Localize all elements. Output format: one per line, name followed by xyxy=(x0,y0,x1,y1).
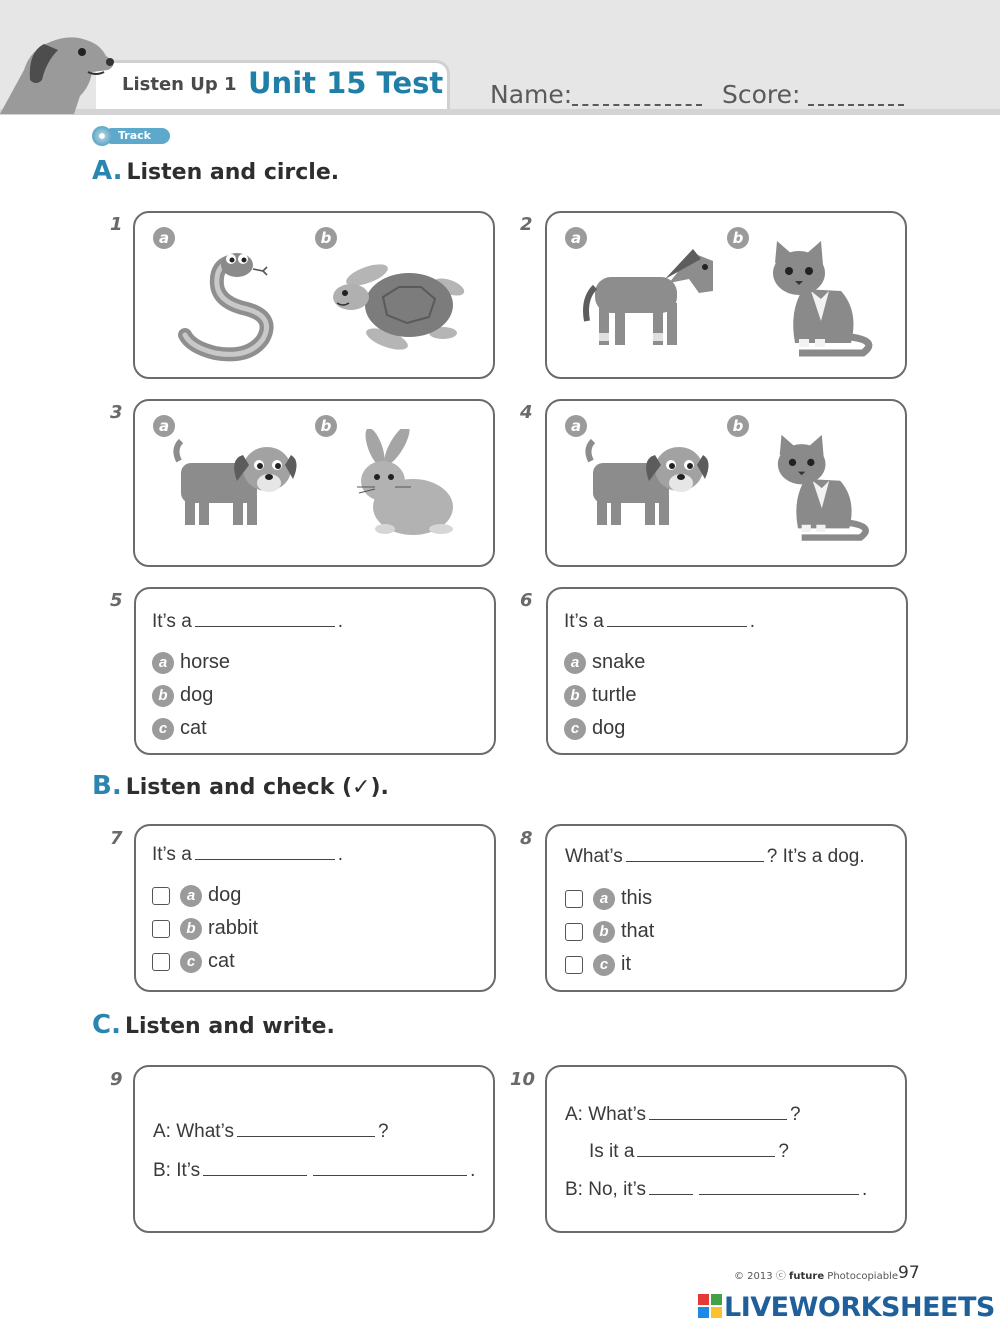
question-8-box xyxy=(545,824,907,992)
name-label: Name: xyxy=(490,80,573,109)
choice-text: cat xyxy=(180,717,207,740)
section-b-text: Listen and check (✓). xyxy=(125,775,389,800)
answer-blank[interactable] xyxy=(195,609,335,627)
question-8-sentence xyxy=(565,844,865,868)
line-end: ? xyxy=(778,1141,789,1162)
rabbit-icon[interactable] xyxy=(349,429,459,541)
question-number: 9 xyxy=(110,1069,123,1090)
series-label: Listen Up 1 xyxy=(122,74,237,95)
checkbox[interactable] xyxy=(565,923,583,941)
option-c-badge: c xyxy=(180,951,202,973)
line-prompt: A: What’s xyxy=(565,1104,646,1125)
choice-c[interactable] xyxy=(152,950,235,976)
question-number: 1 xyxy=(110,214,123,235)
option-b-badge: b xyxy=(564,685,586,707)
publisher-logo-icon: ⓒ xyxy=(775,1271,786,1282)
horse-icon[interactable] xyxy=(581,243,721,353)
choice-text: dog xyxy=(592,717,626,740)
choice-a[interactable] xyxy=(564,651,645,677)
choice-text: it xyxy=(621,953,631,976)
question-9-line-2 xyxy=(153,1158,475,1182)
question-number: 2 xyxy=(520,214,533,235)
choice-text: turtle xyxy=(592,684,637,707)
page-number: 97 xyxy=(898,1263,920,1283)
option-b-badge[interactable]: b xyxy=(315,415,337,437)
checkbox[interactable] xyxy=(565,956,583,974)
option-a-badge: a xyxy=(152,652,174,674)
sentence-prompt: It’s a xyxy=(152,844,192,865)
choice-text: rabbit xyxy=(208,917,259,940)
choice-text: horse xyxy=(180,651,231,674)
question-4-box xyxy=(545,399,907,567)
choice-b[interactable] xyxy=(152,917,258,943)
choice-c[interactable] xyxy=(565,953,631,979)
question-2-box xyxy=(545,211,907,379)
option-b-badge: b xyxy=(593,921,615,943)
choice-text: snake xyxy=(592,651,646,674)
choice-text: cat xyxy=(208,950,235,973)
header-underline xyxy=(0,109,1000,115)
checkbox[interactable] xyxy=(152,920,170,938)
option-a-badge[interactable]: a xyxy=(153,227,175,249)
snake-icon[interactable] xyxy=(175,243,285,363)
question-10-box xyxy=(545,1065,907,1233)
choice-b[interactable] xyxy=(565,920,654,946)
cat-icon[interactable] xyxy=(765,431,875,547)
line-end: . xyxy=(861,1179,868,1200)
answer-blank[interactable] xyxy=(649,1177,693,1195)
answer-blank[interactable] xyxy=(313,1158,467,1176)
choice-text: dog xyxy=(180,684,214,707)
question-10-line-1 xyxy=(565,1102,801,1126)
option-a-badge: a xyxy=(593,888,615,910)
question-number: 5 xyxy=(110,590,123,611)
question-number: 4 xyxy=(520,402,533,423)
choice-text: that xyxy=(621,920,655,943)
sentence-prompt: What’s xyxy=(565,846,623,867)
option-a-badge: a xyxy=(564,652,586,674)
option-b-badge[interactable]: b xyxy=(727,415,749,437)
liveworksheets-blocks-icon xyxy=(698,1294,722,1318)
sentence-end: . xyxy=(749,611,756,632)
question-7-sentence xyxy=(152,842,343,866)
question-number: 10 xyxy=(510,1069,536,1090)
choice-a[interactable] xyxy=(152,884,241,910)
section-c-title xyxy=(92,1010,335,1040)
section-c-letter: C. xyxy=(92,1010,121,1040)
question-10-line-2 xyxy=(589,1139,789,1163)
line-end: ? xyxy=(377,1121,389,1142)
question-5-box xyxy=(134,587,496,755)
question-9-box xyxy=(133,1065,495,1233)
photocopiable-note: Photocopiable xyxy=(827,1271,898,1282)
liveworksheets-logo[interactable] xyxy=(698,1292,995,1323)
choice-a[interactable] xyxy=(565,887,652,913)
checkbox[interactable] xyxy=(565,890,583,908)
dog-icon[interactable] xyxy=(171,435,301,535)
choice-c[interactable] xyxy=(152,717,207,743)
line-end: ? xyxy=(789,1104,801,1125)
line-prompt: B: It’s xyxy=(153,1160,201,1181)
answer-blank[interactable] xyxy=(237,1119,375,1137)
sentence-prompt: It’s a xyxy=(564,611,604,632)
option-c-badge: c xyxy=(152,718,174,740)
choice-text: dog xyxy=(208,884,242,907)
question-9-line-1 xyxy=(153,1119,389,1143)
section-a-text: Listen and circle. xyxy=(126,160,340,185)
option-c-badge: c xyxy=(593,954,615,976)
name-input-line[interactable] xyxy=(572,104,702,106)
choice-b[interactable] xyxy=(152,684,213,710)
score-input-line[interactable] xyxy=(808,104,904,106)
choice-a[interactable] xyxy=(152,651,230,677)
line-prompt: A: What’s xyxy=(153,1121,234,1142)
section-b-title xyxy=(92,771,389,801)
option-c-badge: c xyxy=(564,718,586,740)
line-end: . xyxy=(470,1160,476,1181)
question-7-box xyxy=(134,824,496,992)
section-a-title xyxy=(92,156,339,186)
option-a-badge[interactable]: a xyxy=(153,415,175,437)
question-number: 7 xyxy=(110,828,123,849)
option-a-badge[interactable]: a xyxy=(565,415,587,437)
turtle-icon[interactable] xyxy=(331,253,471,363)
publisher-name: future xyxy=(789,1271,825,1282)
option-b-badge: b xyxy=(152,685,174,707)
answer-blank[interactable] xyxy=(649,1102,787,1120)
answer-blank[interactable] xyxy=(607,609,747,627)
sentence-end: ? It’s a dog. xyxy=(766,846,865,867)
line-prompt: B: No, it’s xyxy=(565,1179,646,1200)
copyright-note xyxy=(734,1267,898,1282)
score-label: Score: xyxy=(722,80,801,109)
answer-blank[interactable] xyxy=(699,1177,859,1195)
question-5-sentence xyxy=(152,609,343,633)
liveworksheets-wordmark: LIVEWORKSHEETS xyxy=(724,1292,995,1323)
sentence-end: . xyxy=(337,611,344,632)
option-a-badge: a xyxy=(180,885,202,907)
question-number: 3 xyxy=(110,402,123,423)
unit-title: Unit 15 Test xyxy=(248,66,444,100)
sentence-end: . xyxy=(337,844,344,865)
answer-blank[interactable] xyxy=(637,1139,775,1157)
answer-blank[interactable] xyxy=(626,844,764,862)
track-label: Track 18 xyxy=(104,128,170,144)
checkbox[interactable] xyxy=(152,887,170,905)
answer-blank[interactable] xyxy=(195,842,335,860)
copyright-year: © 2013 xyxy=(734,1271,773,1282)
choice-text: this xyxy=(621,887,653,910)
section-c-text: Listen and write. xyxy=(124,1014,335,1039)
section-b-letter: B. xyxy=(92,771,122,801)
question-number: 6 xyxy=(520,590,533,611)
choice-c[interactable] xyxy=(564,717,625,743)
question-6-sentence xyxy=(564,609,755,633)
line-prompt: Is it a xyxy=(589,1141,635,1162)
question-3-box xyxy=(133,399,495,567)
checkbox[interactable] xyxy=(152,953,170,971)
answer-blank[interactable] xyxy=(203,1158,307,1176)
question-10-line-3 xyxy=(565,1177,867,1201)
dog-mascot-icon xyxy=(0,30,130,114)
dog-icon[interactable] xyxy=(583,435,713,535)
option-b-badge[interactable]: b xyxy=(315,227,337,249)
question-1-box xyxy=(133,211,495,379)
question-number: 8 xyxy=(520,828,533,849)
option-a-badge[interactable]: a xyxy=(565,227,587,249)
question-6-box xyxy=(546,587,908,755)
section-a-letter: A. xyxy=(92,156,123,186)
sentence-prompt: It’s a xyxy=(152,611,192,632)
cat-icon[interactable] xyxy=(759,241,879,359)
option-b-badge: b xyxy=(180,918,202,940)
choice-b[interactable] xyxy=(564,684,636,710)
option-b-badge[interactable]: b xyxy=(727,227,749,249)
cd-icon xyxy=(92,126,112,146)
audio-track-badge[interactable] xyxy=(92,126,170,158)
